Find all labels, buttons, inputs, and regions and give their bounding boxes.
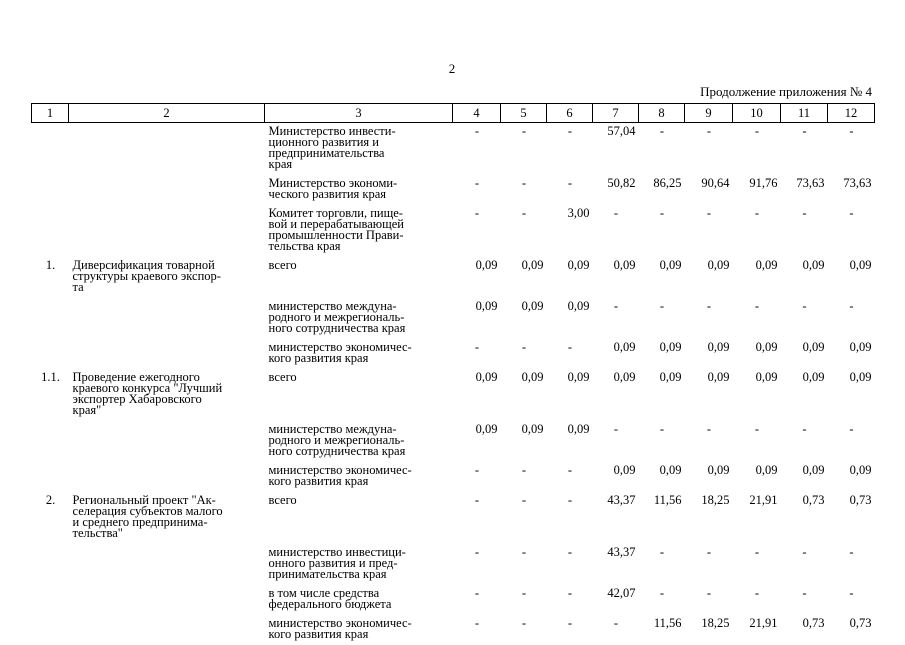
value-cell: 0,09 <box>593 339 639 369</box>
column-header: 4 <box>453 104 501 123</box>
value-cell: 0,09 <box>685 257 733 298</box>
value-cell: 43,37 <box>593 492 639 544</box>
value-cell: - <box>828 544 875 585</box>
continuation-label: Продолжение приложения № 4 <box>700 84 872 100</box>
value-cell: - <box>685 205 733 257</box>
event-name <box>69 615 265 645</box>
value-cell: - <box>547 123 593 176</box>
table-row <box>32 544 875 585</box>
column-header: 3 <box>265 104 453 123</box>
column-header: 2 <box>69 104 265 123</box>
column-header: 5 <box>501 104 547 123</box>
value-cell: 0,09 <box>547 257 593 298</box>
table-row <box>32 615 875 645</box>
value-cell: - <box>593 421 639 462</box>
value-cell: 0,09 <box>639 462 685 492</box>
value-cell: 0,09 <box>593 462 639 492</box>
value-cell: - <box>828 585 875 615</box>
value-cell: 0,09 <box>453 257 501 298</box>
value-cell: 0,09 <box>685 339 733 369</box>
value-cell: 0,09 <box>547 421 593 462</box>
value-cell: - <box>453 339 501 369</box>
row-number <box>32 339 69 369</box>
value-cell: - <box>685 123 733 176</box>
value-cell: 0,09 <box>781 257 828 298</box>
column-header: 8 <box>639 104 685 123</box>
executor-name: Министерство экономи- ческого развития края <box>265 175 453 205</box>
row-number <box>32 421 69 462</box>
column-header: 6 <box>547 104 593 123</box>
value-cell: - <box>733 421 781 462</box>
value-cell: 0,09 <box>733 462 781 492</box>
value-cell: - <box>685 544 733 585</box>
value-cell: 0,09 <box>453 421 501 462</box>
value-cell: 0,09 <box>501 421 547 462</box>
value-cell: - <box>593 298 639 339</box>
executor-name: всего <box>265 257 453 298</box>
value-cell: 43,37 <box>593 544 639 585</box>
value-cell: - <box>685 298 733 339</box>
event-name <box>69 462 265 492</box>
row-number: 1. <box>32 257 69 298</box>
value-cell: 0,73 <box>781 492 828 544</box>
event-name: Региональный проект "Ак- селерация субъектов малого и среднего предпринима- тельства" <box>69 492 265 544</box>
executor-name: всего <box>265 492 453 544</box>
value-cell: - <box>733 585 781 615</box>
event-name: Проведение ежегодного краевого конкурса "Лучший экспортер Хабаровского края" <box>69 369 265 421</box>
value-cell: - <box>453 492 501 544</box>
executor-name: Комитет торговли, пище- вой и перерабатывающей промышленности Прави- тельства края <box>265 205 453 257</box>
table-row <box>32 585 875 615</box>
value-cell: - <box>639 544 685 585</box>
column-header: 10 <box>733 104 781 123</box>
row-number <box>32 175 69 205</box>
column-header: 12 <box>828 104 875 123</box>
value-cell: - <box>547 585 593 615</box>
value-cell: - <box>733 123 781 176</box>
value-cell: - <box>593 615 639 645</box>
appendix-table <box>31 103 875 645</box>
page-number: 2 <box>440 61 464 77</box>
value-cell: - <box>781 544 828 585</box>
column-header: 11 <box>781 104 828 123</box>
table-row <box>32 123 875 176</box>
value-cell: - <box>781 298 828 339</box>
row-number <box>32 205 69 257</box>
table-row <box>32 298 875 339</box>
value-cell: 0,09 <box>593 257 639 298</box>
event-name: Диверсификация товарной структуры краевого экспор- та <box>69 257 265 298</box>
value-cell: 50,82 <box>593 175 639 205</box>
executor-name: министерство междуна- родного и межрегиональ- ного сотрудничества края <box>265 421 453 462</box>
value-cell: 18,25 <box>685 615 733 645</box>
executor-name: министерство экономичес- кого развития края <box>265 615 453 645</box>
row-number <box>32 585 69 615</box>
table-body <box>32 123 875 645</box>
value-cell: 0,09 <box>547 298 593 339</box>
table-row <box>32 339 875 369</box>
value-cell: 0,09 <box>547 369 593 421</box>
value-cell: - <box>733 205 781 257</box>
executor-name: всего <box>265 369 453 421</box>
value-cell: - <box>733 298 781 339</box>
value-cell: 11,56 <box>639 615 685 645</box>
value-cell: - <box>453 615 501 645</box>
value-cell: 73,63 <box>781 175 828 205</box>
value-cell: 0,73 <box>828 615 875 645</box>
value-cell: - <box>547 544 593 585</box>
value-cell: - <box>501 585 547 615</box>
row-number <box>32 298 69 339</box>
table-row <box>32 205 875 257</box>
value-cell: - <box>501 492 547 544</box>
value-cell: - <box>547 175 593 205</box>
value-cell: 3,00 <box>547 205 593 257</box>
value-cell: - <box>547 492 593 544</box>
value-cell: 91,76 <box>733 175 781 205</box>
table-row <box>32 175 875 205</box>
value-cell: 0,73 <box>781 615 828 645</box>
value-cell: 0,09 <box>781 339 828 369</box>
value-cell: - <box>733 544 781 585</box>
value-cell: 0,09 <box>685 369 733 421</box>
value-cell: - <box>639 205 685 257</box>
row-number: 1.1. <box>32 369 69 421</box>
column-header-row <box>32 104 875 123</box>
value-cell: - <box>501 205 547 257</box>
event-name <box>69 298 265 339</box>
executor-name: министерство инвестици- онного развития и пред- принимательства края <box>265 544 453 585</box>
value-cell: 11,56 <box>639 492 685 544</box>
value-cell: - <box>453 462 501 492</box>
value-cell: 57,04 <box>593 123 639 176</box>
value-cell: - <box>685 421 733 462</box>
value-cell: 0,09 <box>733 369 781 421</box>
value-cell: - <box>453 585 501 615</box>
value-cell: - <box>501 123 547 176</box>
table-row <box>32 462 875 492</box>
column-header: 9 <box>685 104 733 123</box>
value-cell: 0,09 <box>733 257 781 298</box>
value-cell: 0,09 <box>685 462 733 492</box>
value-cell: - <box>685 585 733 615</box>
value-cell: 0,09 <box>781 369 828 421</box>
executor-name: министерство экономичес- кого развития края <box>265 339 453 369</box>
row-number: 2. <box>32 492 69 544</box>
value-cell: 73,63 <box>828 175 875 205</box>
column-header: 1 <box>32 104 69 123</box>
table-row <box>32 257 875 298</box>
value-cell: - <box>828 205 875 257</box>
value-cell: 0,09 <box>639 339 685 369</box>
value-cell: - <box>781 585 828 615</box>
event-name <box>69 421 265 462</box>
event-name <box>69 585 265 615</box>
value-cell: 0,09 <box>453 369 501 421</box>
value-cell: - <box>453 175 501 205</box>
value-cell: - <box>547 339 593 369</box>
value-cell: - <box>828 123 875 176</box>
value-cell: - <box>501 339 547 369</box>
value-cell: 0,09 <box>828 339 875 369</box>
event-name <box>69 205 265 257</box>
row-number <box>32 462 69 492</box>
value-cell: - <box>453 205 501 257</box>
value-cell: 0,09 <box>501 257 547 298</box>
value-cell: - <box>453 123 501 176</box>
value-cell: - <box>639 123 685 176</box>
value-cell: - <box>501 544 547 585</box>
value-cell: - <box>781 421 828 462</box>
value-cell: 0,73 <box>828 492 875 544</box>
value-cell: - <box>593 205 639 257</box>
value-cell: - <box>781 123 828 176</box>
value-cell: - <box>501 615 547 645</box>
value-cell: - <box>639 421 685 462</box>
table-row <box>32 492 875 544</box>
event-name <box>69 123 265 176</box>
executor-name: министерство междуна- родного и межрегиональ- ного сотрудничества края <box>265 298 453 339</box>
value-cell: 21,91 <box>733 615 781 645</box>
row-number <box>32 544 69 585</box>
value-cell: 0,09 <box>501 369 547 421</box>
value-cell: 0,09 <box>733 339 781 369</box>
value-cell: - <box>501 175 547 205</box>
row-number <box>32 615 69 645</box>
value-cell: - <box>453 544 501 585</box>
value-cell: 0,09 <box>828 462 875 492</box>
value-cell: - <box>501 462 547 492</box>
value-cell: 0,09 <box>639 369 685 421</box>
table-row <box>32 369 875 421</box>
column-header: 7 <box>593 104 639 123</box>
value-cell: 0,09 <box>453 298 501 339</box>
value-cell: - <box>547 615 593 645</box>
executor-name: Министерство инвести- ционного развития и предпринимательства края <box>265 123 453 176</box>
value-cell: - <box>828 421 875 462</box>
value-cell: 42,07 <box>593 585 639 615</box>
value-cell: 86,25 <box>639 175 685 205</box>
event-name <box>69 175 265 205</box>
value-cell: - <box>828 298 875 339</box>
executor-name: министерство экономичес- кого развития края <box>265 462 453 492</box>
value-cell: 0,09 <box>781 462 828 492</box>
row-number <box>32 123 69 176</box>
event-name <box>69 544 265 585</box>
value-cell: 21,91 <box>733 492 781 544</box>
value-cell: 0,09 <box>593 369 639 421</box>
value-cell: - <box>639 298 685 339</box>
value-cell: - <box>639 585 685 615</box>
value-cell: 18,25 <box>685 492 733 544</box>
value-cell: 0,09 <box>828 369 875 421</box>
value-cell: 0,09 <box>501 298 547 339</box>
table-row <box>32 421 875 462</box>
value-cell: 0,09 <box>639 257 685 298</box>
value-cell: 0,09 <box>828 257 875 298</box>
value-cell: - <box>547 462 593 492</box>
value-cell: 90,64 <box>685 175 733 205</box>
value-cell: - <box>781 205 828 257</box>
executor-name: в том числе средства федерального бюджета <box>265 585 453 615</box>
event-name <box>69 339 265 369</box>
